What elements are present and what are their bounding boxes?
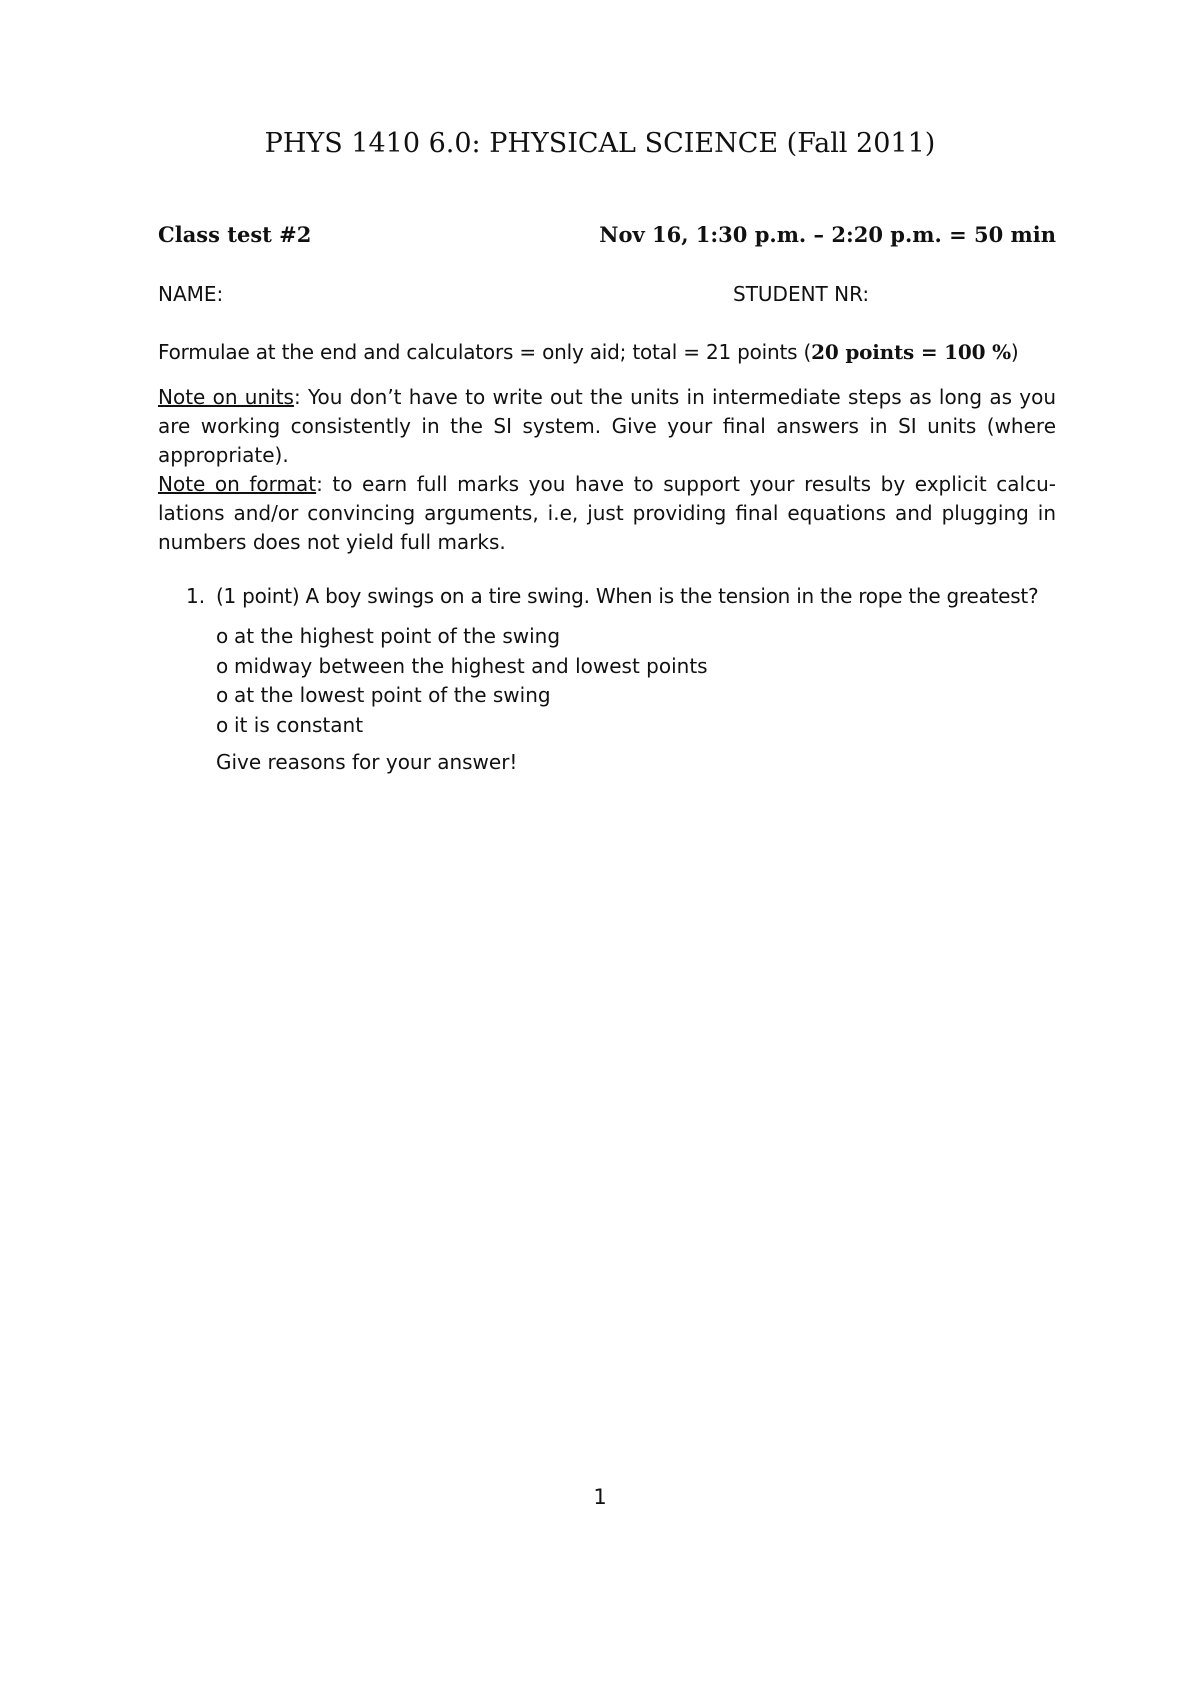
option-text: midway between the highest and lowest points <box>234 653 708 678</box>
notes-block <box>158 383 1056 557</box>
student-nr-label: STUDENT NR: <box>733 282 870 306</box>
format-note-heading: Note on format <box>158 472 317 496</box>
option-text: at the highest point of the swing <box>234 624 561 648</box>
test-schedule: Nov 16, 1:30 p.m. – 2:20 p.m. = 50 min <box>599 222 1056 247</box>
aid-close: ) <box>1010 340 1019 364</box>
answer-option <box>216 622 708 652</box>
option-bullet: o <box>216 624 229 648</box>
option-bullet: o <box>216 653 229 678</box>
format-note-text: : to earn full marks you have to support your results by explicit calcu- lations and/or convincing arguments, i.e, just providing final equations and plugging in numbers does not yield full marks. <box>158 472 1056 554</box>
answer-option <box>216 711 708 741</box>
aid-instructions <box>158 340 1056 364</box>
format-note <box>158 470 1056 557</box>
page-number: 1 <box>593 1485 607 1509</box>
option-bullet: o <box>216 712 229 737</box>
aid-text: Formulae at the end and calculators = only aid; total = 21 points ( <box>158 340 812 364</box>
name-label: NAME: <box>158 282 224 306</box>
question-text: (1 point) A boy swings on a tire swing. When is the tension in the rope the greatest? <box>216 584 1039 608</box>
option-bullet: o <box>216 683 229 707</box>
answer-options <box>216 622 708 740</box>
option-text: at the lowest point of the swing <box>234 683 551 707</box>
option-text: it is constant <box>234 712 364 737</box>
units-note-text: : You don’t have to write out the units in intermediate steps as long as you are working consistently in the SI system. Give your final answers in SI units (where appropriate). <box>158 385 1057 467</box>
test-label: Class test #2 <box>158 222 312 247</box>
units-note <box>158 383 1056 470</box>
reasons-prompt: Give reasons for your answer! <box>216 750 518 774</box>
aid-bold-text: 20 points = 100 % <box>811 340 1011 364</box>
answer-option <box>216 681 708 711</box>
question-number: 1. <box>186 584 206 608</box>
answer-option <box>216 652 708 682</box>
units-note-heading: Note on units <box>158 385 294 409</box>
page-title: PHYS 1410 6.0: PHYSICAL SCIENCE (Fall 2011) <box>264 128 936 159</box>
